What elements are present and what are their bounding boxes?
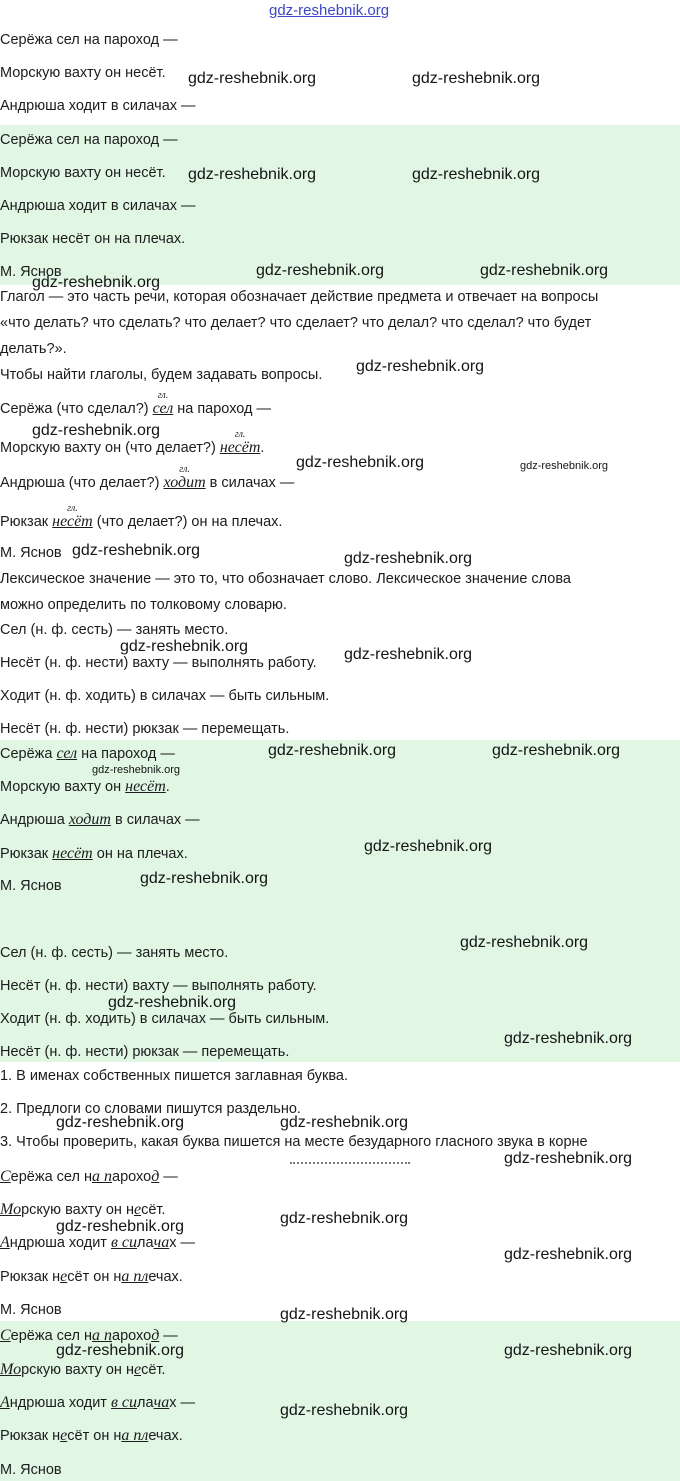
poem-text: сёт. — [141, 1362, 166, 1378]
poem-line: Серёжа сел на пароход — — [0, 32, 178, 48]
definition-text: делать?». — [0, 341, 67, 357]
verb: несёт — [125, 778, 166, 795]
analysis-text: . — [260, 440, 265, 456]
watermark: gdz-reshebnik.org — [120, 638, 249, 655]
watermark: gdz-reshebnik.org — [504, 1030, 633, 1047]
marked-letters: а пл — [121, 1268, 149, 1285]
poem-text: еча — [148, 1428, 172, 1444]
analysis-line — [0, 503, 283, 531]
watermark: gdz-reshebnik.org — [356, 358, 485, 375]
verb-mark: гл. — [234, 429, 246, 440]
poem-text: Рюкзак н — [0, 1428, 61, 1444]
poem-text: в силачах — — [110, 812, 200, 828]
definition-text: Глагол — это часть речи, которая обозначает действие предмета и отвечает на вопросы — [0, 289, 599, 305]
marked-letters: е — [133, 1361, 142, 1378]
poem-text: рскую вахту он н — [21, 1362, 134, 1378]
poem-text: Серёжа — [0, 746, 57, 762]
meaning-line: Ходит (н. ф. ходить) в силачах — быть сильным. — [0, 1011, 330, 1027]
poem-text: ерёжа сел н — [10, 1169, 92, 1185]
watermark: gdz-reshebnik.org — [108, 994, 237, 1011]
poem-text: х — — [169, 1395, 195, 1411]
watermark: gdz-reshebnik.org — [72, 542, 201, 559]
poem-text: сёт. — [141, 1202, 166, 1218]
watermark[interactable]: gdz-reshebnik.org — [269, 2, 390, 19]
spelling-line — [0, 1168, 178, 1186]
rule-line: 3. Чтобы проверить, какая буква пишется на месте безударного гласного звука в корне — [0, 1134, 588, 1150]
poem-text: х. — [171, 1428, 183, 1444]
watermark: gdz-reshebnik.org — [188, 166, 317, 183]
marked-letters: д — [151, 1168, 160, 1185]
cut-off-text — [290, 1158, 410, 1164]
verb: несёт — [219, 439, 261, 456]
meaning-line: Ходит (н. ф. ходить) в силачах — быть сильным. — [0, 688, 330, 704]
spelling-line — [0, 1427, 183, 1445]
marked-letters: а п — [92, 1168, 112, 1185]
watermark: gdz-reshebnik.org — [188, 70, 317, 87]
watermark: gdz-reshebnik.org — [344, 550, 473, 567]
poem-line: Серёжа сел на пароход — — [0, 132, 178, 148]
analysis-text: Серёжа (что сделал?) — [0, 401, 153, 417]
marked-letters: о — [13, 1201, 22, 1218]
verb-marked — [52, 503, 93, 531]
watermark: gdz-reshebnik.org — [344, 646, 473, 663]
marked-letters: ча — [153, 1234, 170, 1251]
watermark: gdz-reshebnik.org — [364, 838, 493, 855]
poem-text: сёт он н — [67, 1428, 122, 1444]
verb: сел — [152, 400, 174, 417]
watermark: gdz-reshebnik.org — [480, 262, 609, 279]
meaning-line: Несёт (н. ф. нести) вахту — выполнять работу. — [0, 655, 317, 671]
verb-marked — [152, 390, 174, 418]
watermark: gdz-reshebnik.org — [520, 460, 609, 472]
poem-author: М. Яснов — [0, 1462, 62, 1478]
poem-text: он на плечах. — [92, 846, 188, 862]
analysis-text: Андрюша (что делает?) — [0, 475, 164, 491]
analysis-text: Рюкзак — [0, 514, 53, 530]
poem-text: ндрюша ходит — [9, 1395, 111, 1411]
watermark: gdz-reshebnik.org — [92, 764, 181, 776]
poem-line: Андрюша ходит в силачах — — [0, 98, 196, 114]
analysis-text: (что делает?) он на плечах. — [92, 514, 283, 530]
verb: сел — [56, 745, 78, 762]
poem-text: Рюкзак — [0, 846, 53, 862]
watermark: gdz-reshebnik.org — [504, 1150, 633, 1167]
poem-text: — — [159, 1169, 178, 1185]
poem-text: Рюкзак н — [0, 1269, 61, 1285]
watermark: gdz-reshebnik.org — [280, 1114, 409, 1131]
poem-line: Морскую вахту он несёт. — [0, 165, 166, 181]
poem-line — [0, 778, 170, 796]
watermark: gdz-reshebnik.org — [280, 1402, 409, 1419]
verb-marked — [163, 464, 206, 492]
watermark: gdz-reshebnik.org — [56, 1342, 185, 1359]
marked-letters: в си — [110, 1394, 138, 1411]
poem-line — [0, 845, 188, 863]
meaning-line: Несёт (н. ф. нести) рюкзак — перемещать. — [0, 1044, 290, 1060]
analysis-line — [0, 390, 272, 418]
verb: ходит — [163, 474, 206, 491]
spelling-line — [0, 1268, 183, 1286]
meaning-line: Несёт (н. ф. нести) вахту — выполнять работу. — [0, 978, 317, 994]
rule-line: 2. Предлоги со словами пишутся раздельно. — [0, 1101, 301, 1117]
definition-text: Чтобы найти глаголы, будем задавать вопросы. — [0, 367, 323, 383]
poem-text: — — [159, 1328, 178, 1344]
poem-text: х. — [171, 1269, 183, 1285]
poem-text: рскую вахту он н — [21, 1202, 134, 1218]
watermark: gdz-reshebnik.org — [32, 274, 161, 291]
analysis-text: в силачах — — [205, 475, 295, 491]
definition-text: «что делать? что сделать? что делает? что сделает? что делал? что сделал? что будет — [0, 315, 592, 331]
poem-line — [0, 745, 175, 763]
verb: ходит — [68, 811, 111, 828]
poem-author: М. Яснов — [0, 264, 62, 280]
marked-letters: е — [133, 1201, 142, 1218]
meaning-line: Сел (н. ф. сесть) — занять место. — [0, 945, 229, 961]
marked-letters: ча — [153, 1394, 170, 1411]
poem-line: Морскую вахту он несёт. — [0, 65, 166, 81]
verb-marked — [219, 429, 261, 457]
poem-text: ла — [137, 1235, 154, 1251]
poem-text: на пароход — — [77, 746, 175, 762]
poem-text: сёт он н — [67, 1269, 122, 1285]
watermark: gdz-reshebnik.org — [56, 1114, 185, 1131]
watermark: gdz-reshebnik.org — [268, 742, 397, 759]
marked-letters: д — [151, 1327, 160, 1344]
verb-mark: гл. — [157, 390, 169, 401]
rule-line: 1. В именах собственных пишется заглавная буква. — [0, 1068, 348, 1084]
poem-author: М. Яснов — [0, 545, 62, 561]
marked-letters: а п — [92, 1327, 112, 1344]
poem-text: . — [165, 779, 170, 795]
marked-letters: е — [60, 1427, 68, 1444]
poem-author: М. Яснов — [0, 1302, 62, 1318]
meaning-line: Сел (н. ф. сесть) — занять место. — [0, 622, 229, 638]
poem-author: М. Яснов — [0, 878, 62, 894]
capital-letter: С — [0, 1168, 11, 1185]
marked-letters: е — [60, 1268, 68, 1285]
watermark: gdz-reshebnik.org — [460, 934, 589, 951]
watermark: gdz-reshebnik.org — [280, 1306, 409, 1323]
marked-letters: в си — [110, 1234, 138, 1251]
spelling-line — [0, 1361, 165, 1379]
watermark: gdz-reshebnik.org — [412, 166, 541, 183]
poem-line: Рюкзак несёт он на плечах. — [0, 231, 186, 247]
poem-text: х — — [169, 1235, 195, 1251]
watermark: gdz-reshebnik.org — [296, 454, 425, 471]
poem-text: арохо — [112, 1169, 152, 1185]
watermark: gdz-reshebnik.org — [412, 70, 541, 87]
watermark: gdz-reshebnik.org — [56, 1218, 185, 1235]
poem-line — [0, 811, 200, 829]
poem-text: Андрюша — [0, 812, 69, 828]
verb: несёт — [52, 513, 93, 530]
watermark: gdz-reshebnik.org — [140, 870, 269, 887]
lexical-text: можно определить по толковому словарю. — [0, 597, 287, 613]
watermark: gdz-reshebnik.org — [504, 1246, 633, 1263]
watermark: gdz-reshebnik.org — [32, 422, 161, 439]
spelling-line — [0, 1234, 195, 1252]
poem-text: Морскую вахту он — [0, 779, 126, 795]
analysis-text: Морскую вахту он (что делает?) — [0, 440, 220, 456]
capital-letter: А — [0, 1234, 10, 1251]
capital-letter: С — [0, 1327, 11, 1344]
capital-letter: М — [0, 1361, 14, 1378]
analysis-text: на пароход — — [173, 401, 272, 417]
meaning-line: Несёт (н. ф. нести) рюкзак — перемещать. — [0, 721, 290, 737]
poem-text: ерёжа сел н — [10, 1328, 92, 1344]
capital-letter: А — [0, 1394, 10, 1411]
watermark: gdz-reshebnik.org — [280, 1210, 409, 1227]
capital-letter: М — [0, 1201, 14, 1218]
analysis-line — [0, 464, 295, 492]
marked-letters: о — [13, 1361, 22, 1378]
verb: несёт — [52, 845, 93, 862]
poem-text: ндрюша ходит — [9, 1235, 111, 1251]
verb-mark: гл. — [179, 464, 190, 475]
watermark: gdz-reshebnik.org — [256, 262, 385, 279]
poem-text: ла — [137, 1395, 154, 1411]
watermark: gdz-reshebnik.org — [504, 1342, 633, 1359]
spelling-line — [0, 1201, 165, 1219]
poem-text: еча — [148, 1269, 172, 1285]
marked-letters: а пл — [121, 1427, 149, 1444]
lexical-text: Лексическое значение — это то, что обозначает слово. Лексическое значение слова — [0, 571, 571, 587]
poem-line: Андрюша ходит в силачах — — [0, 198, 196, 214]
poem-text: арохо — [112, 1328, 152, 1344]
verb-mark: гл. — [67, 503, 78, 514]
watermark: gdz-reshebnik.org — [492, 742, 621, 759]
spelling-line — [0, 1394, 195, 1412]
